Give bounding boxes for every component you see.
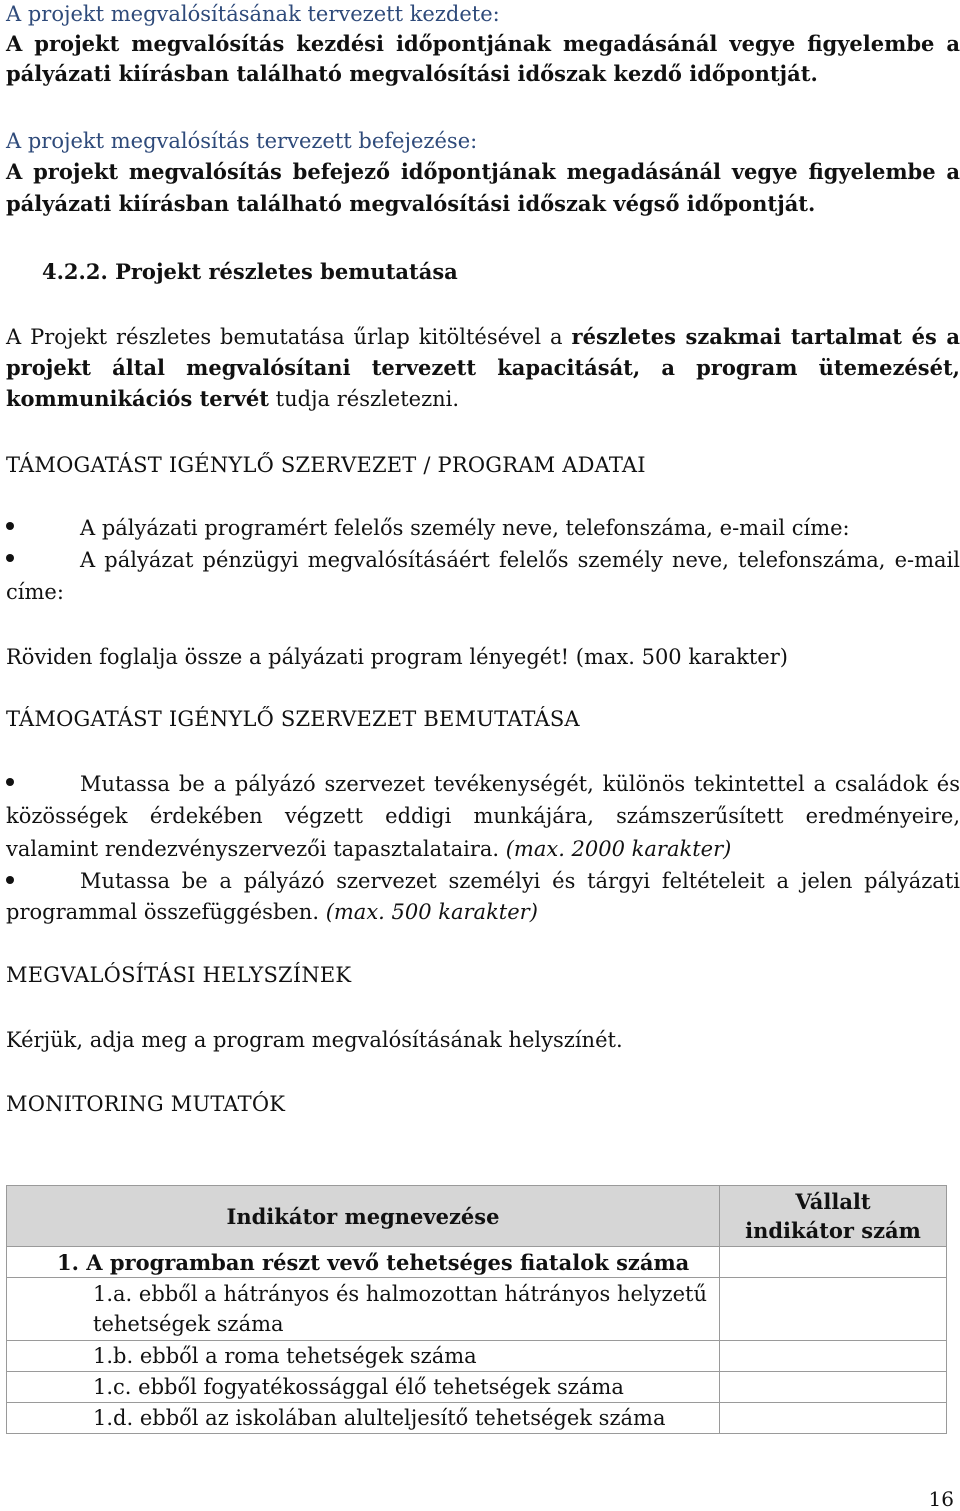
intro-line3-normal: tudja részletezni. [268,387,460,411]
table-header-row [7,1186,947,1247]
table-row [7,1341,947,1372]
start-label: A projekt megvalósításának tervezett kezdete: [6,2,500,26]
indicator-value-cell[interactable] [720,1403,947,1434]
table-row [7,1403,947,1434]
col-header-value-line1: Vállalt [795,1189,871,1214]
indicator-value-cell[interactable] [720,1247,947,1278]
intro-line3 [6,385,459,413]
section-heading: 4.2.2. Projekt részletes bemutatása [42,259,458,284]
intro-line1 [6,323,960,351]
monitoring-title: MONITORING MUTATÓK [6,1092,286,1116]
indicator-value-cell[interactable] [720,1372,947,1403]
intro-line1-bold: részletes szakmai tartalmat és a [571,324,960,349]
intro-line3-bold: kommunikációs tervét [6,386,269,411]
page-number: 16 [928,1487,954,1511]
indicator-value-cell[interactable] [720,1341,947,1372]
indicator-main: 1. A programban részt vevő tehetséges fiatalok száma [7,1247,720,1278]
col-header-name: Indikátor megnevezése [7,1186,720,1247]
org-data-bullet1: A pályázati programért felelős személy neve, telefonszáma, e-mail címe: [80,516,850,540]
org-intro-bullet1-line3-text: valamint rendezvényszervezői tapasztalataira. [6,837,506,861]
start-text-line2: pályázati kiírásban található megvalósítási időszak kezdő időpontját. [6,61,818,86]
bullet-icon [6,522,14,530]
indicator-sub-a-line2: tehetségek száma [93,1312,284,1336]
end-label: A projekt megvalósítás tervezett befejezése: [6,129,478,153]
locations-text: Kérjük, adja meg a program megvalósításának helyszínét. [6,1028,623,1052]
org-intro-title: TÁMOGATÁST IGÉNYLŐ SZERVEZET BEMUTATÁSA [6,707,580,731]
bullet-icon [6,554,14,562]
org-intro-bullet2-limit: (max. 500 karakter) [325,900,538,924]
indicator-value-cell[interactable] [720,1278,947,1341]
bullet-icon [6,778,14,786]
org-intro-bullet1-line3 [6,835,731,863]
org-data-bullet2-line1: A pályázat pénzügyi megvalósításáért felelős személy neve, telefonszáma, e-mail [80,548,960,572]
table-row [7,1372,947,1403]
indicator-sub-c: 1.c. ebből fogyatékossággal élő tehetségek száma [7,1372,720,1403]
org-data-summary: Röviden foglalja össze a pályázati program lényegét! (max. 500 karakter) [6,645,788,669]
intro-line2: projekt által megvalósítani tervezett kapacitását, a program ütemezését, [6,355,960,380]
org-intro-bullet1-line1: Mutassa be a pályázó szervezet tevékenységét, különös tekintettel a családok és [80,772,960,796]
org-intro-bullet1-limit: (max. 2000 karakter) [505,837,732,861]
col-header-value [720,1186,947,1247]
indicator-sub-a-line1: 1.a. ebből a hátrányos és halmozottan hátrányos helyzetű [93,1282,707,1306]
table-row [7,1278,947,1341]
org-intro-bullet2-line1: Mutassa be a pályázó szervezet személyi és tárgyi feltételeit a jelen pályázati [80,869,960,893]
end-text-line2: pályázati kiírásban található megvalósítási időszak végső időpontját. [6,191,816,216]
locations-title: MEGVALÓSÍTÁSI HELYSZÍNEK [6,963,352,987]
indicator-sub-a [7,1278,720,1341]
col-header-value-line2: indikátor szám [745,1218,921,1243]
org-data-bullet2-line2: címe: [6,580,64,604]
table-row [7,1247,947,1278]
bullet-icon [6,876,14,884]
org-intro-bullet1-line2: közösségek érdekében végzett eddigi munkájára, számszerűsített eredményeire, [6,804,960,828]
indicator-sub-d: 1.d. ebből az iskolában alulteljesítő tehetségek száma [7,1403,720,1434]
monitoring-table [6,1185,947,1434]
org-intro-bullet2-line2 [6,898,538,926]
indicator-sub-b: 1.b. ebből a roma tehetségek száma [7,1341,720,1372]
org-intro-bullet2-line2-text: programmal összefüggésben. [6,900,326,924]
end-text-line1: A projekt megvalósítás befejező időpontjának megadásánál vegye figyelembe a [6,159,960,184]
org-data-title: TÁMOGATÁST IGÉNYLŐ SZERVEZET / PROGRAM ADATAI [6,453,646,477]
start-text-line1: A projekt megvalósítás kezdési időpontjának megadásánál vegye figyelembe a [6,31,960,56]
intro-line1-normal: A Projekt részletes bemutatása űrlap kitöltésével a [6,325,572,349]
